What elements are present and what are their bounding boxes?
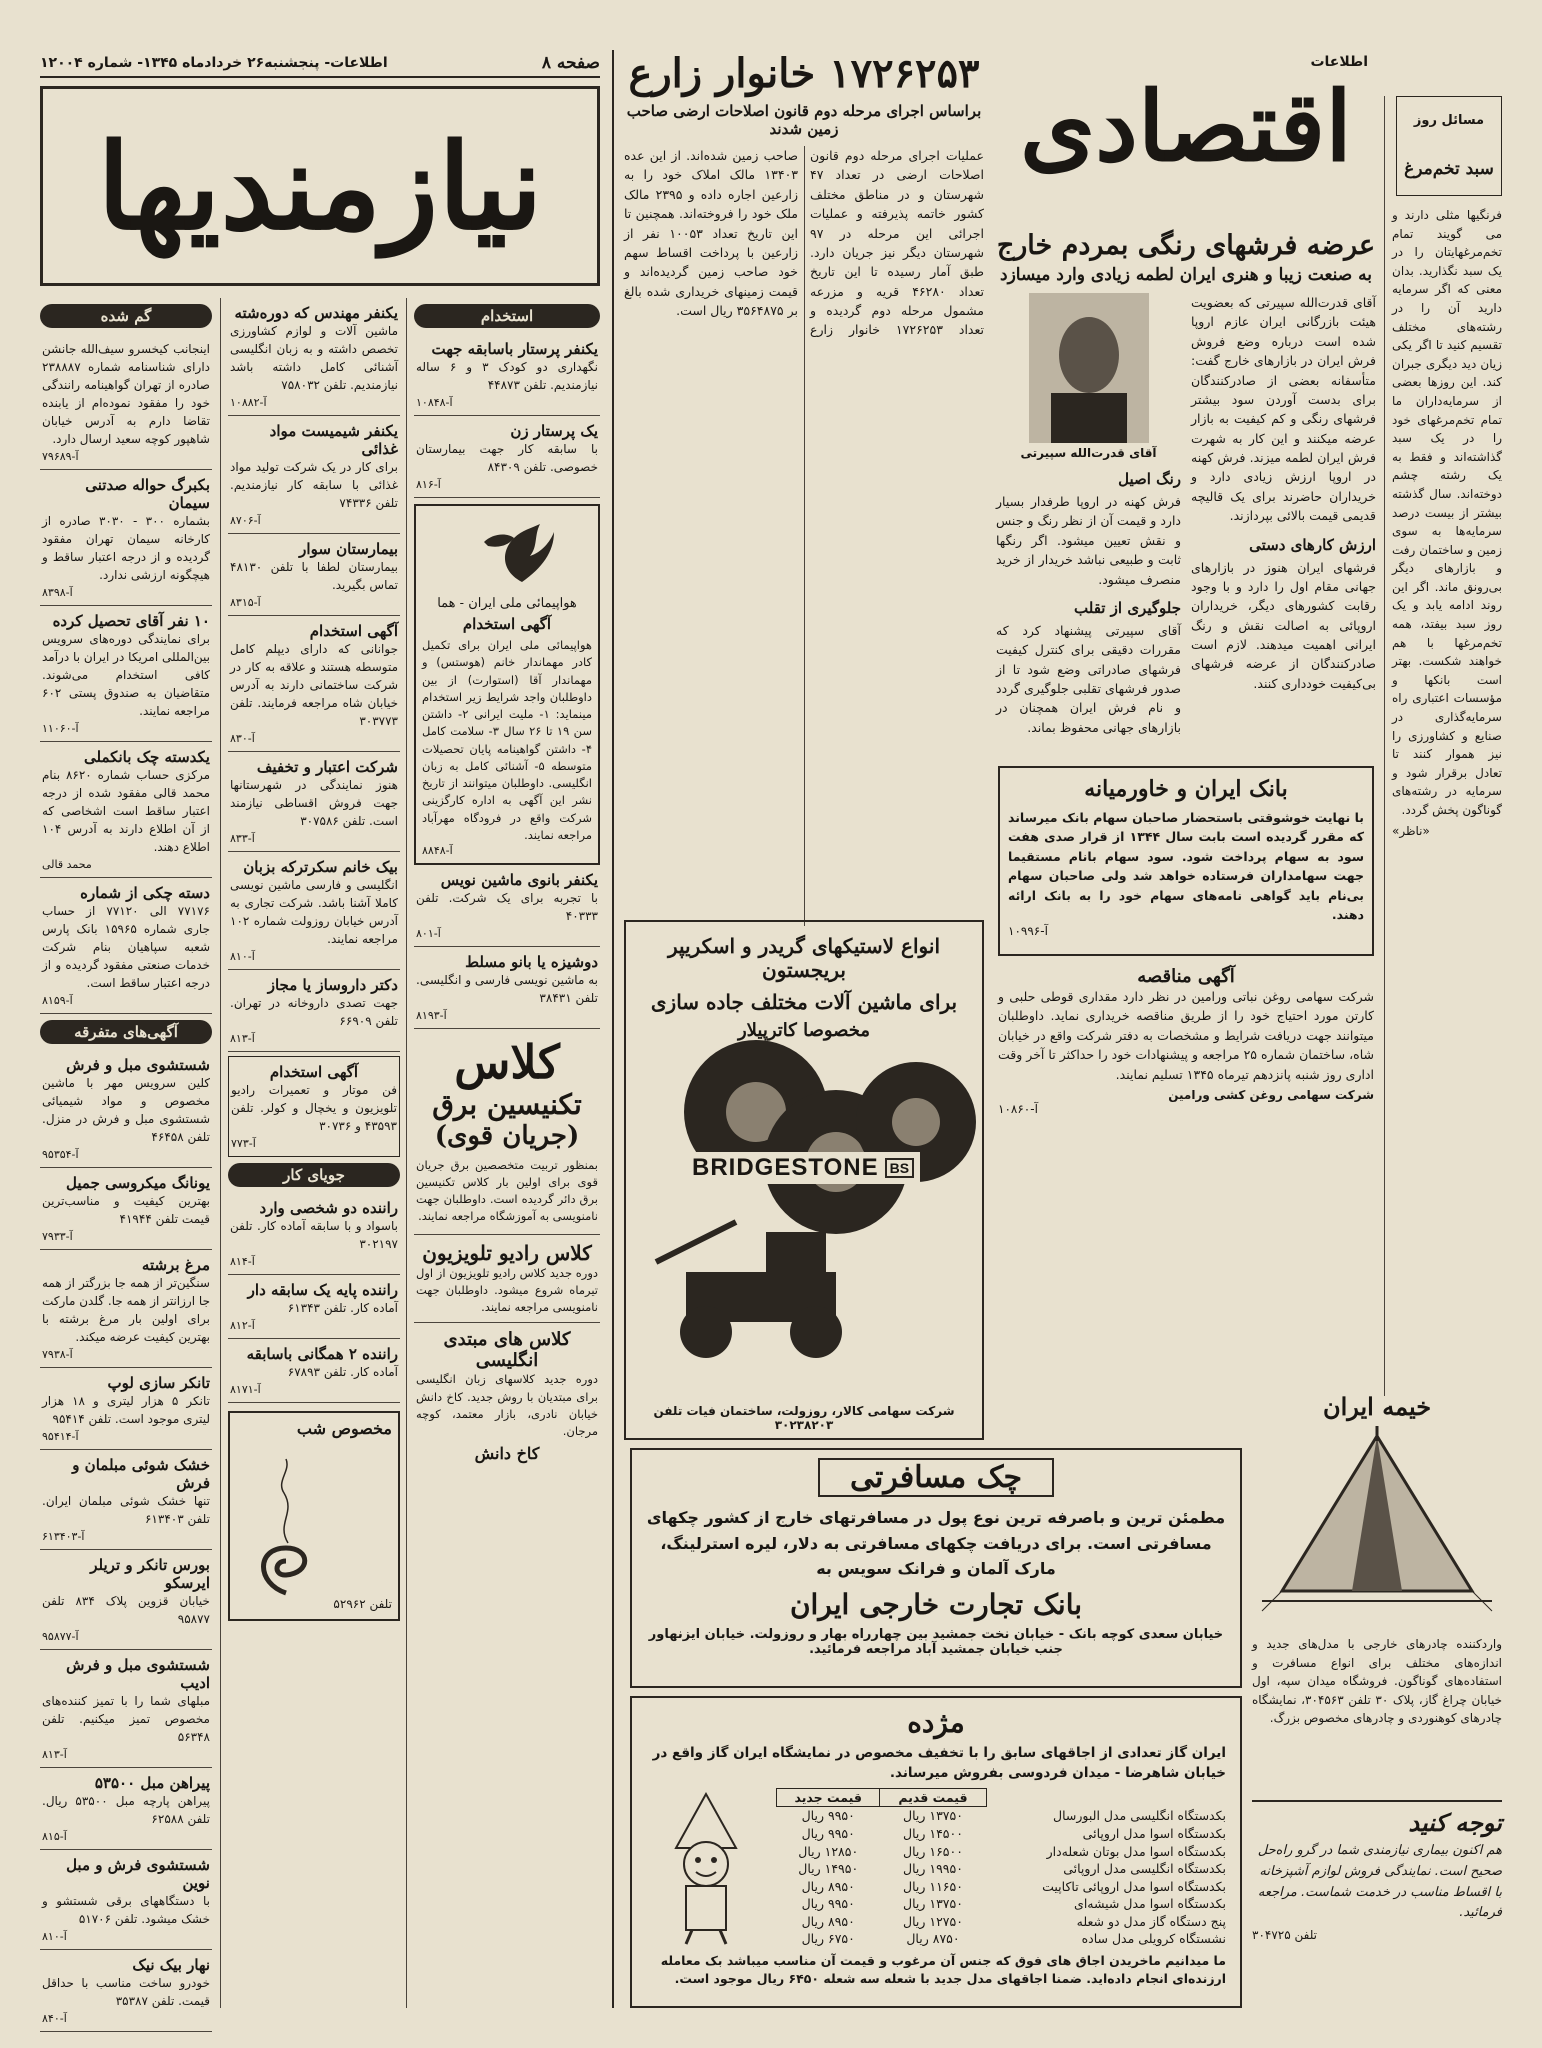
gas-col-old: قیمت قدیم: [880, 1788, 986, 1807]
employment-ad-code: آ-۸۱۰: [230, 950, 255, 963]
misc-ad-body: با دستگاههای برقی شستشو و خشک میشود. تلفن ۵۱۷۰۶: [42, 1894, 210, 1926]
section-title: نیازمندیها: [97, 116, 543, 256]
misc-ad: [40, 1368, 212, 1450]
mosquito-coil-phone: تلفن ۵۲۹۶۲: [333, 1597, 392, 1611]
nurse-ad: [414, 416, 600, 498]
lost-ad-code: آ-۸۳۹۸: [42, 586, 73, 599]
misc-ad-code: آ-۶۱۳۴۰۳: [42, 1530, 85, 1543]
typist-ad-title: دوشیزه یا بانو مسلط: [465, 953, 598, 971]
bridgestone-line3: مخصوصا کاترپیلار: [737, 1020, 871, 1041]
english-class-title: کلاس های مبتدی انگلیسی: [443, 1329, 571, 1372]
misc-ad-body: بهترین کیفیت و مناسب‌ترین قیمت تلفن ۴۱۹۴۴: [42, 1194, 210, 1226]
job-seeker-ad-code: آ-۸۱۴: [230, 1255, 255, 1268]
gas-model: بکدستگاه اسوا مدل اروپائی تاکاپیت: [1042, 1878, 1226, 1894]
employment-ad-body: جهت تصدی داروخانه در تهران. تلفن ۶۶۹۰۹: [230, 996, 398, 1028]
carpet-body: آقای قدرت‌الله سپیرتی که بعضویت هیئت بازرگانی ایران عازم اروپا شده است درباره وضع فروش فرش ایران در بازارهای خارج گفت: متأسفانه بعضی از صادرکنندگان برای بدست آوردن سود بیشتر فرشهای رنگی و کم کیفیت به بازار عرضه میکنند و این کار به شهرت فرش ایران لطمه میزند. فرش کهنه در اروپا ارزش زیادی دارد و خریداران حاضرند برای یک قالیچه قدیمی قیمت بالائی بپردازند.: [1191, 295, 1376, 524]
misc-ad-body: سنگین‌تر از همه جا بزرگتر از همه جا ارزانتر از همه جا. گلدن مارکت برای اولین بار مرغ برشته با بهترین کیفیت عرضه میکند.: [42, 1276, 210, 1344]
lost-ad: [40, 742, 212, 878]
misc-ad: [40, 1950, 212, 2032]
carpet-sub1-body: فرشهای ایران هنوز در بازارهای جهانی مقام اول را دارد و با وجود رقابت کشورهای دیگر، خریداران اروپائی به اصالت نقش و رنگ ایرانی اهمیت میدهند. لازم است صادرکنندگان از عرضه فرشهای بی‌کیفیت خودداری کنند.: [1191, 559, 1376, 691]
nurse-ad-code: آ-۸۱۶: [416, 478, 441, 491]
misc-ad-body: کلین سرویس مهر با ماشین مخصوص و مواد شیمیائی شستشوی مبل و فرش در منزل. تلفن ۴۶۴۵۸: [42, 1076, 210, 1144]
employment-ad-code: آ-۸۱۳: [230, 1032, 255, 1045]
gas-old-price: ۱۶۵۰۰ ریال: [902, 1843, 963, 1859]
bridgestone-logo: BS: [885, 1158, 914, 1178]
radio-class-body: دوره جدید کلاس رادیو تلویزیون از اول تیرماه شروع میشود. داوطلبان جهت نامنویسی مراجعه نمایند.: [416, 1265, 598, 1315]
misc-ad-code: آ-۹۵۸۷۷: [42, 1630, 79, 1643]
lost-ad: [40, 878, 212, 1014]
employment-ad-code: آ-۱۰۸۸۲: [230, 396, 267, 409]
gas-row: [777, 1912, 1227, 1930]
attention-title: توجه کنید: [1408, 1808, 1502, 1837]
misc-ad-title: نهار بیک نیک: [132, 1956, 210, 1974]
nurse-ad-title: یکنفر پرستار باسابقه جهت: [431, 340, 598, 358]
carpet-headline: عرضه فرشهای رنگی بمردم خارج: [996, 230, 1376, 261]
lost-ad-title: یکدسته چک بانکملی: [84, 748, 210, 766]
attention-notice: [1252, 1800, 1502, 2008]
gas-new-price: ۹۹۵۰ ریال: [801, 1808, 855, 1824]
gas-price-table: [776, 1788, 1226, 1948]
masthead-info-row: [40, 50, 600, 78]
misc-ad: [40, 1850, 212, 1950]
lost-banner: گم شده: [40, 304, 212, 328]
gas-model: بکدستگاه اسوا مدل شیشه‌ای: [1074, 1896, 1226, 1912]
bridgestone-footer: شرکت سهامی کالار، روزولت، ساختمان فیات تلفن ۳۰۲۳۸۲۰۳: [653, 1404, 955, 1432]
misc-ad-title: یونانگ میکروسی جمیل: [66, 1174, 210, 1192]
airline-ad-title: آگهی استخدام: [462, 615, 552, 633]
bank-notice-code: آ-۱۰۹۹۶: [1008, 924, 1048, 939]
misc-ad-title: شستشوی مبل و فرش ادیب: [66, 1656, 210, 1692]
employment-ad-title: بیمارستان سوار: [299, 540, 398, 558]
misc-ad-body: تانکر ۵ هزار لیتری و ۱۸ هزار لیتری موجود است. تلفن ۹۵۴۱۴: [42, 1394, 210, 1426]
gas-model: بکدستگاه اسوا مدل بوتان شعله‌دار: [1046, 1843, 1226, 1859]
employment-ad-body: برای کار در یک شرکت تولید مواد غذائی با سابقه کار نیازمندیم. تلفن ۷۴۳۳۶: [230, 460, 398, 510]
misc-ad-title: بورس تانکر و تریلر ایرسکو: [90, 1556, 210, 1592]
employment-ad-code: آ-۸۳۳: [230, 832, 255, 845]
typist-ad-code: آ-۸۱۹۳: [416, 1009, 447, 1022]
misc-ad-code: آ-۷۹۳۸: [42, 1348, 73, 1361]
gas-model: بکدستگاه انگلیسی مدل البورسال: [1053, 1808, 1226, 1824]
tent-ad: [1252, 1392, 1502, 1788]
carpet-sub1: ارزش کارهای دستی: [1249, 535, 1376, 554]
carpet-sub2-body: فرش کهنه در اروپا طرفدار بسیار دارد و قیمت آن از نظر رنگ و جنس و نقش تعیین میشود. اگر رنگها ثابت و طبیعی نباشد خریدار از خرید منصرف میشود.: [996, 494, 1181, 587]
daily-issues-body-box: [1392, 206, 1502, 1388]
job-seeker-ad-title: راننده دو شخصی وارد: [259, 1199, 398, 1217]
employment-ad: [228, 752, 400, 852]
tender-title: آگهی مناقصه: [1137, 966, 1235, 987]
carpet-article: [996, 230, 1376, 760]
tent-title: خیمه ایران: [1322, 1392, 1432, 1421]
section-title-box: [40, 86, 600, 286]
classified-col-services: [414, 298, 600, 2008]
gas-new-price: ۱۴۹۵۰ ریال: [798, 1861, 859, 1877]
misc-ad: [40, 1050, 212, 1168]
lost-ad: [40, 606, 212, 742]
misc-ad-body: پیراهن پارچه مبل ۵۳۵۰۰ ریال. تلفن ۶۲۵۸۸: [42, 1794, 211, 1826]
misc-ad-body: تنها خشک شوئی مبلمان ایران. تلفن ۶۱۳۴۰۳: [42, 1494, 210, 1526]
lost-ad-code: آ-۷۹۶۸۹: [42, 450, 79, 463]
tires-illustration: [626, 1032, 982, 1362]
employment-ad-body: جوانانی که دارای دیپلم کامل متوسطه هستند و علاقه به کار در شرکت ساختمانی دارند به آدرس خیابان شاه مراجعه فرمایند. تلفن ۳۰۳۷۷۳: [230, 642, 398, 728]
employment-ad-title: دکتر داروساز یا مجاز: [267, 976, 398, 994]
misc-ad-body: مبلهای شما را با تمیز کننده‌های مخصوص تمیز میکنیم. تلفن ۵۶۳۴۸: [42, 1694, 210, 1744]
electrical-class-sub: تکنیسین برق: [432, 1087, 582, 1121]
gas-old-price: ۱۳۷۵۰ ریال: [902, 1808, 963, 1824]
misc-ad: [40, 1768, 212, 1850]
typist-ad-code: آ-۸۰۱: [416, 927, 441, 940]
gas-old-price: ۱۳۷۵۰ ریال: [902, 1896, 963, 1912]
misc-ad-title: شستشوی مبل و فرش: [66, 1056, 210, 1074]
families-subhead: براساس اجرای مرحله دوم قانون اصلاحات ارضی صاحب زمین شدند: [626, 102, 982, 138]
daily-issues-body: فرنگیها مثلی دارند و می گویند تمام تخم‌مرغهایتان را در یک سبد نگذارید. بدان معنی که اگر سرمایه دارید آن را در رشته‌های مختلف تقسیم کنید تا اگر یکی زیان دید دیگری جبران کند. این روزها بعضی از سرمایه‌داران ما تمام تخم‌مرغهای خود را در یک سبد گذاشته‌اند و فقط به یک رشته چشم دوخته‌اند. سال گذشته بیشتر از بیست درصد سرمایه‌ها به سوی زمین و ساختمان رفت و بازارهای دیگر بی‌رونق ماند. اگر این روند ادامه یابد و یک روز سبد بیفتد، همه تخم‌مرغها با هم خواهند شکست. بهتر است بانکها و مؤسسات اعتباری راه سرمایه‌گذاری در صنایع و کشاورزی را نیز هموار کنند تا تعادل برقرار شود و سرمایه در رشته‌های گوناگون پخش گردد.: [1392, 208, 1502, 817]
typist-ad: [414, 865, 600, 947]
lost-ad-title: ۱۰ نفر آقای تحصیل کرده: [52, 612, 210, 630]
job-seeker-ad-code: آ-۸۱۷۱: [230, 1383, 261, 1396]
misc-ad-code: آ-۸۴۰: [42, 2012, 67, 2025]
eqtesadi-small: اطلاعات: [1310, 54, 1368, 70]
misc-ad-title: شستشوی فرش و مبل نوین: [66, 1856, 210, 1892]
misc-ad: [40, 1250, 212, 1368]
employment-ad: [228, 534, 400, 616]
gas-col-new: قیمت جدید: [777, 1788, 880, 1807]
carpet-sub3-body: آقای سپیرتی پیشنهاد کرد که مقررات دقیقی برای کنترل کیفیت فرشهای صادراتی وضع شود تا از صدور فرشهای تقلبی جلوگیری گردد و نام فرش ایران همچنان در بازارهای جهانی محفوظ بماند.: [996, 622, 1181, 735]
employment-ad-code: آ-۸۳۱۵: [230, 596, 261, 609]
airline-ad-code: آ-۸۸۴۸: [422, 844, 453, 857]
bank-notice-title: بانک ایران و خاورمیانه: [1084, 776, 1288, 802]
job-seeker-ad: [228, 1275, 400, 1339]
misc-ad-title: تانکر سازی لوپ: [107, 1374, 210, 1392]
lost-ad-body: بشماره ۳۰۰ - ۳۰۳۰ صادره از کارخانه سیمان تهران مفقود گردیده و از درجه اعتبار ساقط و هیچگونه ارزشی ندارد.: [42, 514, 210, 582]
typist-ad-body: با تجربه برای یک شرکت. تلفن ۴۰۳۳۳: [416, 891, 598, 923]
lost-ad: [40, 470, 212, 606]
gas-ad-intro: ایران گاز تعدادی از اجاقهای سابق را با تخفیف مخصوص در نمایشگاه ایران گاز واقع در خیابان شاهرضا - میدان فردوسی بفروش میرساند.: [652, 1745, 1226, 1782]
misc-ad-title: مرغ برشته: [141, 1256, 210, 1274]
employment-ad: [228, 298, 400, 416]
mosquito-coil-ad: [228, 1411, 400, 1621]
gas-row: [777, 1895, 1227, 1913]
eqtesadi-masthead: [996, 50, 1376, 220]
employment-ad-title: یکنفر شیمیست مواد غذائی: [269, 422, 398, 458]
airline-name: هواپیمائی ملی ایران - هما: [437, 596, 577, 611]
bank-notice: [998, 766, 1374, 956]
tender-code: آ-۱۰۸۶۰: [998, 1101, 1038, 1116]
families-headline: ۱۷۲۶۲۵۳ خانوار زارع: [628, 50, 980, 97]
travel-cheque-bank: بانک تجارت خارجی ایران: [789, 1587, 1083, 1621]
bridgestone-line2: برای ماشین آلات مختلف جاده سازی: [650, 990, 958, 1014]
gas-row: [777, 1825, 1227, 1843]
carpet-subhead: به صنعت زیبا و هنری ایران لطمه زیادی وارد میسازد: [1000, 265, 1372, 285]
misc-ad-code: آ-۹۵۴۱۴: [42, 1430, 79, 1443]
gas-ad-footer: ما میدانیم ماخریدن اجاق های فوق که جنس آن مرغوب و قیمت آن مناسب میباشد بک معامله ارزنده‌ای انجام داده‌اید. ضمنا اجاقهای مدل جدید با شعله سه شعله ۶۴۵۰ ریال موجود است.: [660, 1952, 1226, 1987]
employment-ad-body: ماشین آلات و لوازم کشاورزی تخصص داشته و به زبان انگلیسی آشنائی کامل داشته باشد نیازمندیم. تلفن ۷۵۸۰۳۲: [230, 324, 398, 392]
tent-icon: [1252, 1421, 1502, 1631]
gas-new-price: ۸۹۵۰ ریال: [801, 1913, 855, 1929]
employment-ad-title: شرکت اعتبار و تخفیف: [256, 758, 398, 776]
carpet-sub3: جلوگیری از تقلب: [1074, 598, 1181, 617]
gas-old-price: ۱۴۵۰۰ ریال: [902, 1826, 963, 1842]
gas-col-model: [986, 1788, 1226, 1807]
misc-ad-code: آ-۸۱۰: [42, 1930, 67, 1943]
employment-ad-title: بیک خانم سکرترکه بزبان: [243, 858, 398, 876]
typist-ad-title: یکنفر بانوی ماشین نویس: [440, 871, 598, 889]
employment-ad: [228, 416, 400, 534]
lost-ad: [40, 334, 212, 470]
employment-ad-code: آ-۷۷۳: [231, 1137, 256, 1150]
lost-ad-title: بکبرگ حواله صدتنی سیمان: [85, 476, 210, 512]
tender-signer: شرکت سهامی روغن کشی ورامین: [1168, 1087, 1374, 1102]
nurse-ad-body: با سابقه کار جهت بیمارستان خصوصی. تلفن ۸۴۳۰۹: [416, 442, 598, 474]
gas-row: [777, 1877, 1227, 1895]
employment-banner: استخدام: [414, 304, 600, 328]
travel-cheque-addresses: خیابان سعدی کوچه بانک - خیابان نخت جمشید بین چهارراه بهار و روزولت. خیابان ایزنهاور جنب خیابان جمشید آباد مراجعه فرمائید.: [648, 1626, 1224, 1657]
lost-ad-body: مرکزی حساب شماره ۸۶۲۰ بنام محمد قالی مفقود شده از درجه اعتبار ساقط است اشخاصی که از آن اطلاع دارند به آدرس ۱۰۴ اطلاع دهند.: [42, 768, 210, 854]
gas-new-price: ۹۹۵۰ ریال: [801, 1896, 855, 1912]
gas-row: [777, 1842, 1227, 1860]
radio-class-title: کلاس رادیو تلویزیون: [422, 1240, 592, 1265]
job-seeker-ad-title: راننده ۲ همگانی باسابقه: [246, 1345, 398, 1363]
misc-ad-code: آ-۹۵۳۵۴: [42, 1148, 79, 1161]
bridgestone-line1: انواع لاستیکهای گریدر و اسکریپر بریجستون: [667, 934, 940, 982]
gas-new-price: ۱۲۸۵۰ ریال: [798, 1843, 859, 1859]
daily-issues-label: مسائل روز: [1413, 112, 1485, 128]
gas-stove-ad: [630, 1696, 1242, 2008]
gas-row: [777, 1930, 1227, 1948]
homa-bird-logo: [422, 512, 592, 592]
airline-ad: [414, 504, 600, 865]
lost-ad-title: دسته چکی از شماره: [80, 884, 210, 902]
typist-ad-body: به ماشین نویسی فارسی و انگلیسی. تلفن ۳۸۴۳۱: [416, 973, 598, 1005]
gas-row: [777, 1860, 1227, 1878]
families-article: [624, 50, 984, 910]
employment-ad-code: آ-۸۷۰۶: [230, 514, 261, 527]
daily-issues-label-box: [1396, 96, 1502, 196]
gnome-mascot-icon: [646, 1788, 766, 1948]
nurse-ad: [414, 334, 600, 416]
misc-banner: آگهی‌های متفرقه: [40, 1020, 212, 1044]
gas-new-price: ۸۹۵۰ ریال: [801, 1878, 855, 1894]
attention-body: هم اکنون بیماری نیازمندی شما در گرو راه‌حل صحیح است. نمایندگی فروش لوازم آشپزخانه با اقساط مناسب در خدمت شماست. مراجعه فرمائید.: [1257, 1843, 1502, 1921]
misc-ad-code: آ-۸۱۵: [42, 1830, 67, 1843]
job-seeker-ad-body: باسواد و با سابقه آماده کار. تلفن ۳۰۲۱۹۷: [230, 1219, 398, 1251]
radio-class-ad: [414, 1234, 600, 1323]
classified-col-lost: [40, 298, 212, 2025]
tender-notice: [998, 966, 1374, 1226]
bridgestone-ad: [624, 920, 984, 1440]
english-class-ad: [414, 1322, 600, 1469]
misc-ad: [40, 1550, 212, 1650]
nurse-ad-body: نگهداری دو کودک ۳ و ۶ ساله نیازمندیم. تلفن ۴۴۸۷۳: [416, 360, 598, 392]
employment-ad: [228, 970, 400, 1052]
masthead-issue-info: اطلاعات- پنجشنبه۲۶ خردادماه ۱۳۴۵- شماره ۱۲۰۰۴: [40, 55, 388, 71]
gas-model: بکدستگاه اسوا مدل اروپائی: [1082, 1826, 1226, 1842]
gas-model: نشستگاه کرویلی مدل ساده: [1081, 1931, 1226, 1947]
gas-ad-title: مژده: [907, 1706, 965, 1739]
carpet-photo-caption: آقای قدرت‌الله سپیرتی: [1020, 446, 1157, 460]
gas-old-price: ۸۷۵۰ ریال: [906, 1931, 960, 1947]
electrical-class-sub2: (جریان قوی): [434, 1120, 580, 1151]
gas-old-price: ۱۲۷۵۰ ریال: [902, 1913, 963, 1929]
misc-ad-body: خیابان قزوین پلاک ۸۳۴ تلفن ۹۵۸۷۷: [42, 1594, 210, 1626]
travel-cheque-body: مطمئن ترین و باصرفه ترین نوع پول در مسافرتهای خارج از کشور چکهای مسافرتی است. برای دریافت چکهای مسافرتی به دلار، لیره استرلینگ، مارک آلمان و فرانک سویس به: [646, 1508, 1226, 1579]
job-seeker-ad-body: آماده کار. تلفن ۶۱۳۴۳: [287, 1301, 398, 1315]
masthead-page-number: صفحه ۸: [541, 53, 600, 73]
english-class-footer: کاخ دانش: [474, 1444, 540, 1464]
bridgestone-brand-name: BRIDGESTONE: [692, 1154, 879, 1181]
employment-ad-title: آگهی استخدام: [269, 1063, 359, 1081]
employment-ad-code: آ-۸۳۰: [230, 732, 255, 745]
misc-ad-code: آ-۸۱۳: [42, 1748, 67, 1761]
lost-ad-body: برای نمایندگی دوره‌های سرویس بین‌المللی امریکا در ایران با درآمد کافی استخدام می‌شوند. متقاضیان به صندوق پستی ۶۰۲ مراجعه نمایند.: [42, 632, 210, 718]
gas-old-price: ۱۹۹۵۰ ریال: [902, 1861, 963, 1877]
gas-model: پنج دستگاه گاز مدل دو شعله: [1076, 1913, 1226, 1929]
employment-ad-title: آگهی استخدام: [309, 622, 398, 640]
misc-ad-title: خشک شوئی مبلمان و فرش: [72, 1456, 210, 1492]
nurse-ad-title: یک پرستار زن: [510, 422, 598, 440]
job-seeker-ad: [228, 1339, 400, 1403]
travel-cheque-title: چک مسافرتی: [818, 1458, 1054, 1497]
gas-row: [777, 1807, 1227, 1825]
tender-body: شرکت سهامی روغن نباتی ورامین در نظر دارد مقداری قوطی حلبی و کارتن مورد احتیاج خود را از طریق مناقصه خریداری نماید. داوطلبان میتوانند جهت دریافت شرایط و مشخصات به دفتر شرکت واقع در خیابان شاه، ساختمان شماره ۲۵ مراجعه و پیشنهادات خود را حداکثر تا آخر وقت اداری روز شنبه پانزدهم تیرماه ۱۳۴۵ تسلیم نمایند.: [998, 989, 1374, 1082]
employment-ad: [228, 1056, 400, 1157]
lost-ad-body: ۷۷۱۷۶ الی ۷۷۱۲۰ از حساب جاری شماره ۱۵۹۶۵ بانک پارس شعبه سپاهیان بنام شرکت خدمات صنعتی مفقود گردیده و از درجه اعتبار ساقط است.: [42, 904, 210, 990]
nurse-ad-code: آ-۱۰۸۴۸: [416, 396, 453, 409]
employment-ad: [228, 616, 400, 752]
job-seeker-ad: [228, 1193, 400, 1275]
misc-ad: [40, 1450, 212, 1550]
employment-ad-body: فن موتار و تعمیرات رادیو تلویزیون و یخچال و کولر. تلفن ۴۳۵۹۳ و ۳۰۷۳۶: [231, 1083, 397, 1133]
misc-ad: [40, 1650, 212, 1768]
tent-body: واردکننده چادرهای خارجی با مدل‌های جدید و اندازه‌های مختلف برای انواع مسافرت و استفاده‌های گوناگون. فروشگاه میدان سپه، اول خیابان چراغ گاز، پلاک ۳۰ تلفن ۳۰۴۵۶۳، نمایشگاه چادرهای کوهنوردی و چادرهای مخصوص بزرگ.: [1252, 1637, 1502, 1726]
attention-footer: تلفن ۳۰۴۷۲۵: [1252, 1928, 1318, 1943]
travel-cheque-ad: [630, 1448, 1242, 1688]
electrical-class-body: بمنظور تربیت متخصصین برق جریان قوی برای اولین بار کلاس تکنیسین برق دائر گردیده است. داوطلبان جهت نامنویسی به آموزشگاه مراجعه نمایند.: [416, 1157, 598, 1224]
employment-ad-body: انگلیسی و فارسی ماشین نویسی کاملا آشنا باشد. شرکت تجاری به آدرس خیابان روزولت شماره ۱۰۲ مراجعه نمایند.: [230, 878, 398, 946]
bank-notice-body: با نهایت خوشوقتی باستحضار صاحبان سهام بانک میرساند که مقرر گردیده است بابت سال ۱۳۴۴ از قرار صدی هفت سود به سهام پرداخت شود. سود سهام بانام مستقیما جهت سهامداران فرستاده خواهد شد ولی صاحبان سهام بی‌نام باید گواهی نامه‌های سهام خود را به بانک ارائه دهند.: [1008, 810, 1364, 922]
misc-ad-body: خودرو ساخت مناسب با حداقل قیمت. تلفن ۳۵۳۸۷: [42, 1976, 210, 2008]
gas-old-price: ۱۱۶۵۰ ریال: [902, 1878, 963, 1894]
employment-ad-title: یکنفر مهندس که دوره‌شته: [234, 304, 398, 322]
bridgestone-brand: [686, 1152, 920, 1184]
electrical-class-ad: [414, 1029, 600, 1234]
classified-col-employment: [228, 298, 400, 2008]
families-body: عملیات اجرای مرحله دوم قانون اصلاحات ارضی در تعداد ۴۷ شهرستان و در مناطق مختلف کشور خاتمه پذیرفته و عملیات اجرائی این مرحله در ۹۷ شهرستان دیگر نیز جریان دارد. طبق آمار رسیده تا این تاریخ تعداد ۴۶۲۸۰ قریه و مزرعه مشمول مرحله دوم گردیده و تعداد ۱۷۲۶۲۵۳ خانوار زارع صاحب زمین شده‌اند. از این عده ۱۳۴۰۳ مالک املاک خود را به زارعین اجاره داده و ۲۳۹۵ مالک ملک خود را فروخته‌اند. همچنین تا این تاریخ تعداد ۱۰۰۵۳ نفر از زارعین با پرداخت اقساط سهم خود صاحب زمین گردیده‌اند و قیمت زمینهای خریداری شده بالغ بر ۳۵۶۴۸۷۵ ریال است.: [624, 148, 984, 338]
misc-ad-title: پیراهن مبل ۵۳۵۰۰: [94, 1774, 210, 1792]
carpet-photo: [1029, 293, 1149, 443]
typist-ad: [414, 947, 600, 1029]
english-class-body: دوره جدید کلاسهای زبان انگلیسی برای مبتدیان با روش جدید. کاخ دانش خیابان نادری، بازار معتمد، کوچه مرجان.: [416, 1372, 598, 1439]
eqtesadi-title: اقتصادی: [1020, 70, 1352, 183]
gas-new-price: ۶۷۵۰ ریال: [801, 1931, 855, 1947]
job-seeker-ad-code: آ-۸۱۲: [230, 1319, 255, 1332]
daily-issues-signature: «ناظر»: [1392, 823, 1430, 838]
portrait-icon: [1029, 293, 1149, 443]
employment-ad-body: بیمارستان لطفا با تلفن ۴۸۱۳۰ تماس بگیرید.: [230, 560, 398, 592]
lost-ad-code: محمد قالی: [42, 858, 92, 871]
misc-ad: [40, 1168, 212, 1250]
daily-issues-title: سبد تخم‌مرغ: [1404, 159, 1494, 180]
job-seeker-ad-title: راننده پایه یک سابقه دار: [247, 1281, 398, 1299]
lost-ad-body: اینجانب کیخسرو سیف‌الله جانشن دارای شناسنامه شماره ۲۳۸۸۸۷ صادره از تهران گواهینامه رانندگی خود را مفقود نموده‌ام از یابنده تقاضا دارم به آدرس خیابان شاهپور کوچه سعید ارسال دارد.: [42, 342, 210, 446]
mosquito-coil-title: مخصوص شب: [296, 1419, 392, 1438]
gas-new-price: ۹۹۵۰ ریال: [801, 1826, 855, 1842]
lost-ad-code: آ-۱۱۰۶۰: [42, 722, 79, 735]
mosquito-coil-icon: [236, 1453, 336, 1603]
employment-ad: [228, 852, 400, 970]
carpet-sub2: رنگ اصیل: [1118, 470, 1181, 488]
electrical-class-title: کلاس: [454, 1035, 560, 1089]
misc-ad-code: آ-۷۹۳۳: [42, 1230, 73, 1243]
airline-ad-body: هواپیمائی ملی ایران برای تکمیل کادر مهماندار خانم (هوستس) و مهماندار آقا (استوارت) از بین داوطلبان واجد شرایط زیر استخدام مینماید: ۱- ملیت ایرانی ۲- داشتن سن ۱۹ تا ۲۶ سال ۳- سلامت کامل ۴- داشتن گواهینامه پایان تحصیلات متوسطه ۵- آشنائی کامل به زبان انگلیسی. داوطلبان میتوانند از تاریخ نشر این آگهی به اداره کارگزینی شرکت واقع در فرودگاه مهرآباد مراجعه نمایند.: [422, 638, 593, 842]
lost-ad-code: آ-۸۱۵۹: [42, 994, 73, 1007]
job-seeker-ad-body: آماده کار. تلفن ۶۷۸۹۳: [287, 1365, 398, 1379]
gas-model: بکدستگاه انگلیسی مدل اروپائی: [1063, 1861, 1226, 1877]
job-seekers-banner: جویای کار: [228, 1163, 400, 1187]
employment-ad-body: هنوز نمایندگی در شهرستانها جهت فروش اقساطی نیازمند است. تلفن ۳۰۷۵۸۶: [230, 778, 398, 828]
